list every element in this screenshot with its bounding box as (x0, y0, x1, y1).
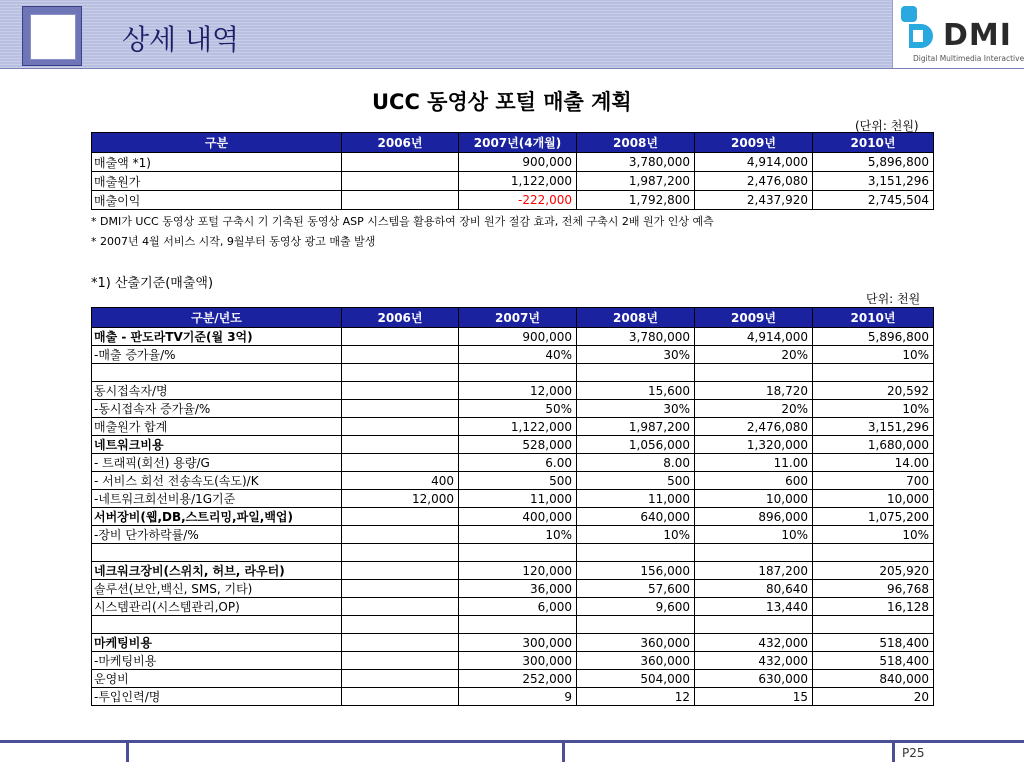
cell-value: 57,600 (577, 580, 695, 598)
row-label: -동시접속자 증가율/% (92, 400, 342, 418)
cell-value: 40% (459, 346, 577, 364)
row-label: 매출 - 판도라TV기준(월 3억) (92, 328, 342, 346)
cell-value: 10,000 (813, 490, 934, 508)
cell-value: 15,600 (577, 382, 695, 400)
table-row (92, 400, 934, 418)
cell-value (342, 191, 459, 210)
row-label: -네트워크회선비용/1G기준 (92, 490, 342, 508)
row-label: 서버장비(웹,DB,스트리밍,파일,백업) (92, 508, 342, 526)
table-row (92, 634, 934, 652)
cell-value: 36,000 (459, 580, 577, 598)
cell-value (342, 454, 459, 472)
cell-value: 12,000 (342, 490, 459, 508)
row-label: 네크워크장비(스위치, 허브, 라우터) (92, 562, 342, 580)
footer-tick (892, 742, 895, 762)
cell-value (459, 544, 577, 562)
row-label: - 서비스 회선 전송속도(속도)/K (92, 472, 342, 490)
column-header: 2006년 (342, 308, 459, 328)
column-header: 2007년 (459, 308, 577, 328)
column-header: 2010년 (813, 308, 934, 328)
cell-value: 400 (342, 472, 459, 490)
row-label: -마케팅비용 (92, 652, 342, 670)
cell-value: 10% (577, 526, 695, 544)
cell-value: 20% (695, 346, 813, 364)
cell-value (342, 598, 459, 616)
row-label: 운영비 (92, 670, 342, 688)
cell-value: 504,000 (577, 670, 695, 688)
cell-value: -222,000 (459, 191, 577, 210)
cell-value: 1,987,200 (577, 172, 695, 191)
cell-value (459, 364, 577, 382)
table-row (92, 454, 934, 472)
logo (892, 0, 1024, 68)
row-label: -장비 단가하락률/% (92, 526, 342, 544)
document-title: UCC 동영상 포털 매출 계획 (372, 90, 632, 114)
table-row (92, 191, 934, 210)
table-row (92, 364, 934, 382)
table1-unit: (단위: 천원) (855, 119, 919, 133)
table-row (92, 544, 934, 562)
cell-value (342, 562, 459, 580)
cell-value: 2,476,080 (695, 172, 813, 191)
cell-value: 1,075,200 (813, 508, 934, 526)
logo-subtitle: Digital Multimedia Interactive (913, 54, 1024, 63)
row-label: 네트워크비용 (92, 436, 342, 454)
cell-value: 630,000 (695, 670, 813, 688)
cell-value (695, 616, 813, 634)
cell-value (342, 526, 459, 544)
cell-value: 15 (695, 688, 813, 706)
table-row (92, 328, 934, 346)
cell-value (342, 418, 459, 436)
cell-value: 2,437,920 (695, 191, 813, 210)
column-header: 2009년 (695, 308, 813, 328)
row-label: 매출원가 (92, 172, 342, 191)
column-header: 2008년 (577, 133, 695, 153)
cell-value: 518,400 (813, 634, 934, 652)
cell-value (342, 508, 459, 526)
cell-value: 5,896,800 (813, 153, 934, 172)
column-header: 구분/년도 (92, 308, 342, 328)
cell-value: 900,000 (459, 153, 577, 172)
table-row (92, 580, 934, 598)
cell-value: 6.00 (459, 454, 577, 472)
cell-value: 1,680,000 (813, 436, 934, 454)
cell-value: 187,200 (695, 562, 813, 580)
cell-value (342, 616, 459, 634)
cell-value: 1,792,800 (577, 191, 695, 210)
cell-value: 300,000 (459, 652, 577, 670)
column-header: 2008년 (577, 308, 695, 328)
cell-value: 10% (813, 526, 934, 544)
cell-value (342, 670, 459, 688)
table2-unit: 단위: 천원 (866, 292, 921, 306)
cell-value (342, 634, 459, 652)
cell-value (342, 153, 459, 172)
table-row (92, 490, 934, 508)
cell-value: 10% (813, 400, 934, 418)
column-header: 2009년 (695, 133, 813, 153)
cell-value: 10% (813, 346, 934, 364)
cell-value: 156,000 (577, 562, 695, 580)
cell-value: 360,000 (577, 634, 695, 652)
cell-value: 96,768 (813, 580, 934, 598)
footer-tick (126, 742, 129, 762)
cell-value: 360,000 (577, 652, 695, 670)
row-label: -투입인력/명 (92, 688, 342, 706)
cell-value (577, 544, 695, 562)
cell-value: 2,745,504 (813, 191, 934, 210)
cell-value (342, 652, 459, 670)
cell-value: 518,400 (813, 652, 934, 670)
cell-value: 50% (459, 400, 577, 418)
column-header: 구분 (92, 133, 342, 153)
note-2: * 2007년 4월 서비스 시작, 9월부터 동영상 광고 매출 발생 (91, 235, 376, 248)
cell-value: 640,000 (577, 508, 695, 526)
cell-value: 3,780,000 (577, 328, 695, 346)
cell-value: 900,000 (459, 328, 577, 346)
cell-value: 3,151,296 (813, 418, 934, 436)
cell-value (342, 580, 459, 598)
column-header: 2006년 (342, 133, 459, 153)
cell-value: 896,000 (695, 508, 813, 526)
cell-value: 10% (459, 526, 577, 544)
cell-value (577, 364, 695, 382)
cell-value: 1,122,000 (459, 172, 577, 191)
table-row (92, 472, 934, 490)
cell-value (342, 382, 459, 400)
table-row (92, 688, 934, 706)
header-divider (0, 68, 1024, 69)
cell-value: 1,320,000 (695, 436, 813, 454)
row-label (92, 616, 342, 634)
cell-value: 2,476,080 (695, 418, 813, 436)
cell-value (342, 544, 459, 562)
cell-value: 1,987,200 (577, 418, 695, 436)
footer-divider (0, 740, 1024, 743)
cell-value: 11,000 (459, 490, 577, 508)
cell-value: 11,000 (577, 490, 695, 508)
table-row (92, 616, 934, 634)
header-square-inner (30, 14, 76, 60)
dmi-logo-icon (899, 4, 943, 50)
table-row (92, 598, 934, 616)
cell-value: 205,920 (813, 562, 934, 580)
cell-value (342, 172, 459, 191)
cell-value: 18,720 (695, 382, 813, 400)
row-label: 매출액 *1) (92, 153, 342, 172)
cell-value: 300,000 (459, 634, 577, 652)
page-number: P25 (902, 746, 925, 760)
table-row (92, 382, 934, 400)
cell-value (813, 544, 934, 562)
cell-value: 14.00 (813, 454, 934, 472)
cell-value: 9 (459, 688, 577, 706)
cell-value (342, 328, 459, 346)
row-label (92, 364, 342, 382)
cell-value: 6,000 (459, 598, 577, 616)
cell-value: 3,780,000 (577, 153, 695, 172)
table-row (92, 526, 934, 544)
row-label: 시스템관리(시스템관리,OP) (92, 598, 342, 616)
cell-value: 20 (813, 688, 934, 706)
cell-value: 10% (695, 526, 813, 544)
cell-value: 20,592 (813, 382, 934, 400)
cell-value: 500 (459, 472, 577, 490)
cell-value: 3,151,296 (813, 172, 934, 191)
cell-value: 4,914,000 (695, 153, 813, 172)
cell-value: 500 (577, 472, 695, 490)
cell-value: 252,000 (459, 670, 577, 688)
cell-value: 840,000 (813, 670, 934, 688)
basis-label: *1) 산출기준(매출액) (91, 276, 214, 291)
cell-value: 11.00 (695, 454, 813, 472)
cell-value: 9,600 (577, 598, 695, 616)
cell-value: 20% (695, 400, 813, 418)
cell-value: 12 (577, 688, 695, 706)
table-row (92, 670, 934, 688)
cell-value: 16,128 (813, 598, 934, 616)
note-1: * DMI가 UCC 동영상 포털 구축시 기 기축된 동영상 ASP 시스템을 활용하여 장비 원가 절감 효과, 전체 구축시 2배 원가 인상 예측 (91, 215, 714, 228)
cell-value: 4,914,000 (695, 328, 813, 346)
table-row (92, 172, 934, 191)
cell-value (577, 616, 695, 634)
table-header-row (92, 308, 934, 328)
cell-value: 5,896,800 (813, 328, 934, 346)
cell-value: 30% (577, 346, 695, 364)
row-label (92, 544, 342, 562)
table-header-row (92, 133, 934, 153)
table-row (92, 418, 934, 436)
cell-value: 120,000 (459, 562, 577, 580)
row-label: 매출이익 (92, 191, 342, 210)
cell-value: 1,056,000 (577, 436, 695, 454)
cell-value (342, 364, 459, 382)
sales-plan-table (91, 132, 934, 210)
cell-value: 600 (695, 472, 813, 490)
cell-value: 400,000 (459, 508, 577, 526)
table-row (92, 153, 934, 172)
table-row (92, 508, 934, 526)
footer-tick (562, 742, 565, 762)
row-label: - 트래픽(회선) 용량/G (92, 454, 342, 472)
table-row (92, 562, 934, 580)
cell-value: 13,440 (695, 598, 813, 616)
cell-value (342, 436, 459, 454)
table-row (92, 652, 934, 670)
logo-text: DMI (943, 18, 1012, 53)
cell-value (459, 616, 577, 634)
column-header: 2010년 (813, 133, 934, 153)
cell-value (342, 688, 459, 706)
cell-value: 30% (577, 400, 695, 418)
row-label: 매출원가 합계 (92, 418, 342, 436)
cell-value (342, 400, 459, 418)
table-row (92, 346, 934, 364)
cell-value: 1,122,000 (459, 418, 577, 436)
row-label: 마케팅비용 (92, 634, 342, 652)
cell-value: 700 (813, 472, 934, 490)
cell-value (342, 346, 459, 364)
row-label: 동시접속자/명 (92, 382, 342, 400)
row-label: -매출 증가율/% (92, 346, 342, 364)
cell-value: 432,000 (695, 652, 813, 670)
cell-value: 10,000 (695, 490, 813, 508)
table-row (92, 436, 934, 454)
cell-value (695, 364, 813, 382)
row-label: 솔루션(보안,백신, SMS, 기타) (92, 580, 342, 598)
cell-value: 8.00 (577, 454, 695, 472)
cell-value (813, 364, 934, 382)
cell-value: 528,000 (459, 436, 577, 454)
cell-value (813, 616, 934, 634)
page-title: 상세 내역 (122, 23, 240, 56)
cell-value: 80,640 (695, 580, 813, 598)
cell-value: 12,000 (459, 382, 577, 400)
cell-value (695, 544, 813, 562)
column-header: 2007년(4개월) (459, 133, 577, 153)
cell-value: 432,000 (695, 634, 813, 652)
calculation-basis-table (91, 307, 934, 706)
